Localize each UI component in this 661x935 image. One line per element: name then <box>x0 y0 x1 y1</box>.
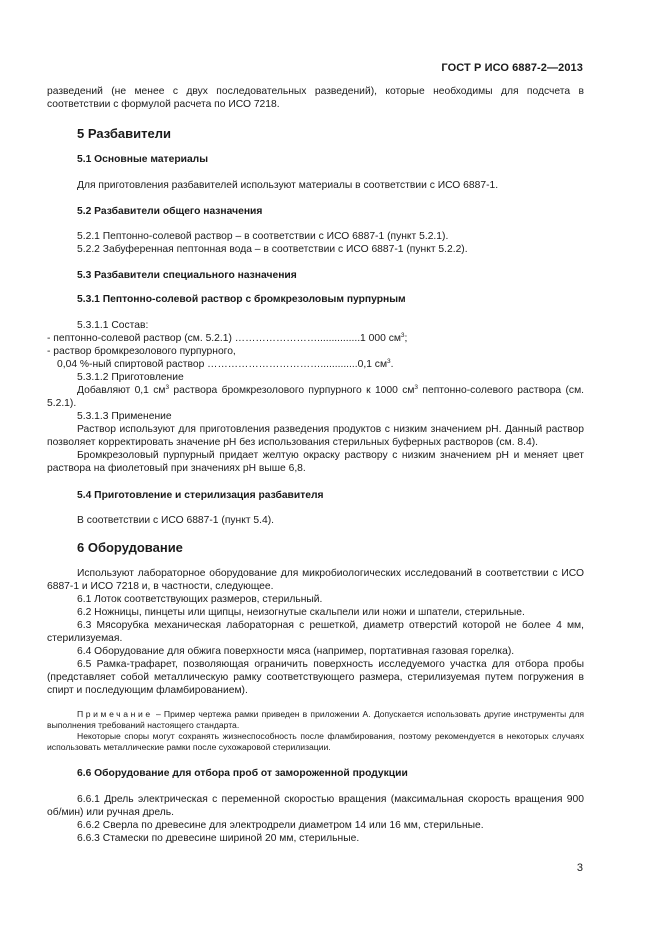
page-content <box>47 85 584 845</box>
preparation-text: Добавляют 0,1 $см^3$ раствора бромкрезолового пурпурного к 1000 $см^3$ пептонно-солевого раствора (см. 5.2.1). <box>47 384 585 409</box>
section-5-4-text: В соответствии с ИСО 6887-1 (пункт 5.4). <box>77 515 275 526</box>
preparation-title: 5.3.1.2 Приготовление <box>77 372 184 383</box>
document-header: ГОСТ Р ИСО 6887-2—2013 <box>441 62 583 74</box>
application-text-2: Бромкрезоловый пурпурный придает желтую окраску раствору с низким значением pH и меняет цвет раствора на фиолетовый при значениях pH выше 6,8. <box>47 450 584 474</box>
application-text: Раствор используют для приготовления разведения продуктов с низким значением pH. Данный раствор позволяет корректировать значение pH без использования стерильных буферных растворов (см. 8.4). <box>47 424 584 448</box>
item-6-2: 6.2 Ножницы, пинцеты или щипцы, неизогнутые скальпели или ножи и шпатели, стерильные. <box>77 607 525 618</box>
item-6-1: 6.1 Лоток соответствующих размеров, стерильный. <box>77 594 323 605</box>
section-5-2-heading: 5.2 Разбавители общего назначения <box>77 206 263 217</box>
section-5-heading: 5 Разбавители <box>77 126 171 141</box>
section-6-6-heading: 6.6 Оборудование для отбора проб от замороженной продукции <box>77 768 408 779</box>
section-5-3-heading: 5.3 Разбавители специального назначения <box>77 270 297 281</box>
application-title: 5.3.1.3 Применение <box>77 411 172 422</box>
section-5-2-1-text: 5.2.1 Пептонно-солевой раствор – в соответствии с ИСО 6887-1 (пункт 5.2.1). <box>77 231 449 242</box>
composition-line-2: - раствор бромкрезолового пурпурного, <box>47 346 236 357</box>
item-6-5: 6.5 Рамка-трафарет, позволяющая ограничить поверхность исследуемого участка для отбора пробы (представляет собой металлическую рамку соответствующего размера, стерилизуемая путем погружения в спирт и последующим фламбированием). <box>47 659 584 696</box>
section-5-1-text: Для приготовления разбавителей используют материалы в соответствии с ИСО 6887-1. <box>77 180 499 191</box>
note-paragraph: Примечание – Пример чертежа рамки приведен в приложении А. Допускается использовать другие инструменты для выполнения требований настоящего стандарта. <box>47 709 584 730</box>
section-6-heading: 6 Оборудование <box>77 540 183 555</box>
item-6-6-2: 6.6.2 Сверла по древесине для электродрели диаметром 14 или 16 мм, стерильные. <box>77 820 484 831</box>
note-paragraph-2: Некоторые споры могут сохранять жизнеспособность после фламбирования, поэтому рекомендуется в некоторых случаях использовать металлические рамки после сухожаровой стерилизации. <box>47 731 584 752</box>
composition-line-3: 0,04 %-ный спиртовой раствор …………………………….............0,1 $см^3$. <box>57 358 394 370</box>
note-label: Примечание <box>77 709 153 719</box>
composition-title: 5.3.1.1 Состав: <box>77 320 149 331</box>
section-5-3-1-heading: 5.3.1 Пептонно-солевой раствор с бромкрезоловым пурпурным <box>77 294 406 305</box>
composition-line-1: - пептонно-солевой раствор (см. 5.2.1) ……………………...............1 000 $см^3$; <box>47 332 408 344</box>
intro-paragraph: разведений (не менее с двух последовательных разведений), которые необходимы для подсчета в соответствии с формулой расчета по ИСО 7218. <box>47 86 584 110</box>
item-6-6-1: 6.6.1 Дрель электрическая с переменной скоростью вращения (максимальная скорость вращения 900 об/мин) или ручная дрель. <box>47 794 584 818</box>
section-5-1-heading: 5.1 Основные материалы <box>77 154 209 165</box>
item-6-4: 6.4 Оборудование для обжига поверхности мяса (например, портативная газовая горелка). <box>77 646 515 657</box>
item-6-6-3: 6.6.3 Стамески по древесине шириной 20 мм, стерильные. <box>77 833 360 844</box>
section-5-4-heading: 5.4 Приготовление и стерилизация разбавителя <box>77 490 324 501</box>
section-5-2-2-text: 5.2.2 Забуференная пептонная вода – в соответствии с ИСО 6887-1 (пункт 5.2.2). <box>77 244 468 255</box>
section-6-intro: Используют лабораторное оборудование для микробиологических исследований в соответствии с ИСО 6887-1 и ИСО 7218 и, в частности, следующее. <box>47 568 584 592</box>
page-number: 3 <box>576 862 583 874</box>
item-6-3: 6.3 Мясорубка механическая лабораторная с решеткой, диаметр отверстий которой не более 4 мм, стерилизуемая. <box>47 620 584 644</box>
